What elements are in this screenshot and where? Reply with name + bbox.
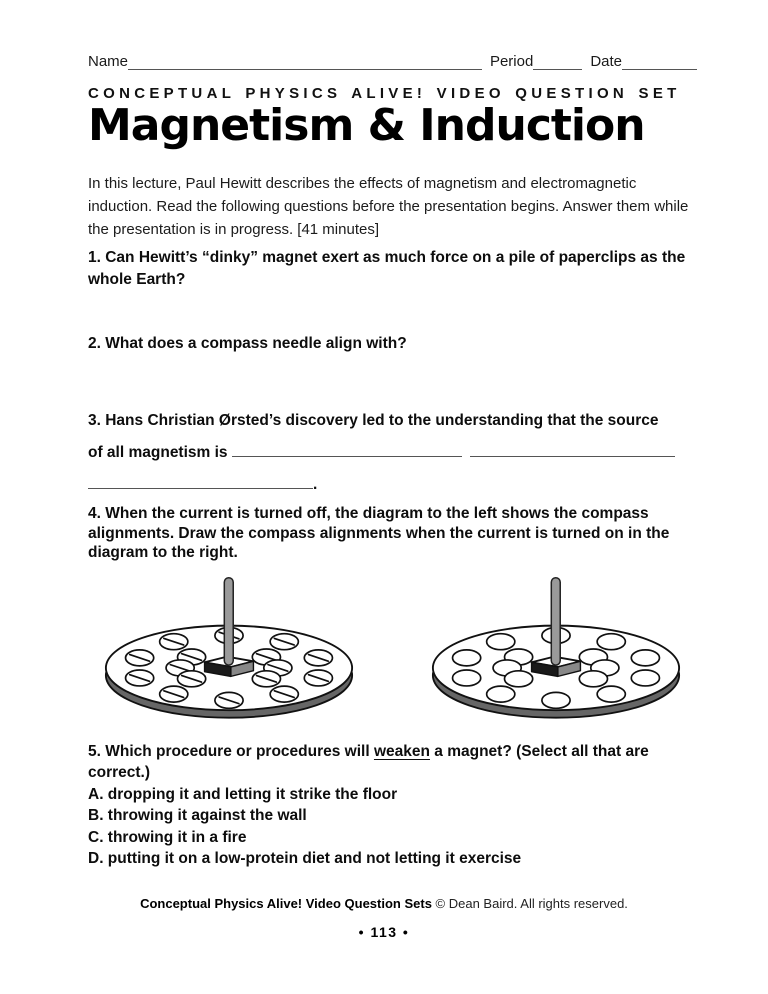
question-3-period: . <box>313 476 318 493</box>
question-5-underlined-word: weaken <box>373 742 430 760</box>
question-5-suffix: a magnet? (Select all that are correct.) <box>88 742 649 781</box>
series-title: CONCEPTUAL PHYSICS ALIVE! VIDEO QUESTION SET <box>88 85 681 102</box>
question-3 <box>88 405 697 501</box>
footer-credit-title: Conceptual Physics Alive! Video Question Sets <box>140 896 432 911</box>
question-5-prefix: 5. Which procedure or procedures will <box>88 742 374 760</box>
compass-diagram-current-off <box>88 573 370 729</box>
question-2: 2. What does a compass needle align with? <box>88 335 407 352</box>
answer-blank-2 <box>470 442 675 457</box>
question-5-option-d: D. putting it on a low-protein diet and not letting it exercise <box>88 850 522 867</box>
page-content <box>88 0 697 870</box>
compass-diagram-current-on <box>415 573 697 729</box>
question-5 <box>88 741 697 870</box>
question-1: 1. Can Hewitt’s “dinky” magnet exert as much force on a pile of paperclips as the whole Earth? <box>88 249 686 288</box>
period-blank <box>533 55 582 70</box>
student-info-line <box>88 52 697 70</box>
question-5-option-b: B. throwing it against the wall <box>88 807 307 824</box>
name-label: Name <box>88 53 129 70</box>
question-3-line-1: 3. Hans Christian Ørsted’s discovery led to the understanding that the source <box>88 412 659 429</box>
intro-paragraph: In this lecture, Paul Hewitt describes the effects of magnetism and electromagnetic induction. Read the following questions before the presentation begins. Answer them while the presentation is in progress. [41 minutes] <box>88 175 689 238</box>
footer-credit-rights: © Dean Baird. All rights reserved. <box>431 896 628 911</box>
page-number: • 113 • <box>358 924 410 940</box>
page-title: Magnetism & Induction <box>88 100 645 151</box>
question-3-line-3 <box>88 469 697 501</box>
date-blank <box>622 55 697 70</box>
period-label: Period <box>489 53 534 70</box>
name-blank <box>128 55 482 70</box>
answer-blank-3 <box>88 474 313 489</box>
date-label: Date <box>590 53 622 70</box>
question-4: 4. When the current is turned off, the diagram to the left shows the compass alignments. Draw the compass alignments when the current is turned on in the diagram to the right. <box>88 505 670 561</box>
question-5-option-a: A. dropping it and letting it strike the floor <box>88 785 398 803</box>
question-3-line-2 <box>88 437 697 469</box>
footer-credit <box>0 896 768 911</box>
compass-diagrams <box>88 573 697 729</box>
question-5-option-c: C. throwing it in a fire <box>88 828 247 846</box>
answer-blank-1 <box>232 442 462 457</box>
question-5-prompt <box>88 741 697 784</box>
question-3-line-2-prefix: of all magnetism is <box>88 444 228 461</box>
